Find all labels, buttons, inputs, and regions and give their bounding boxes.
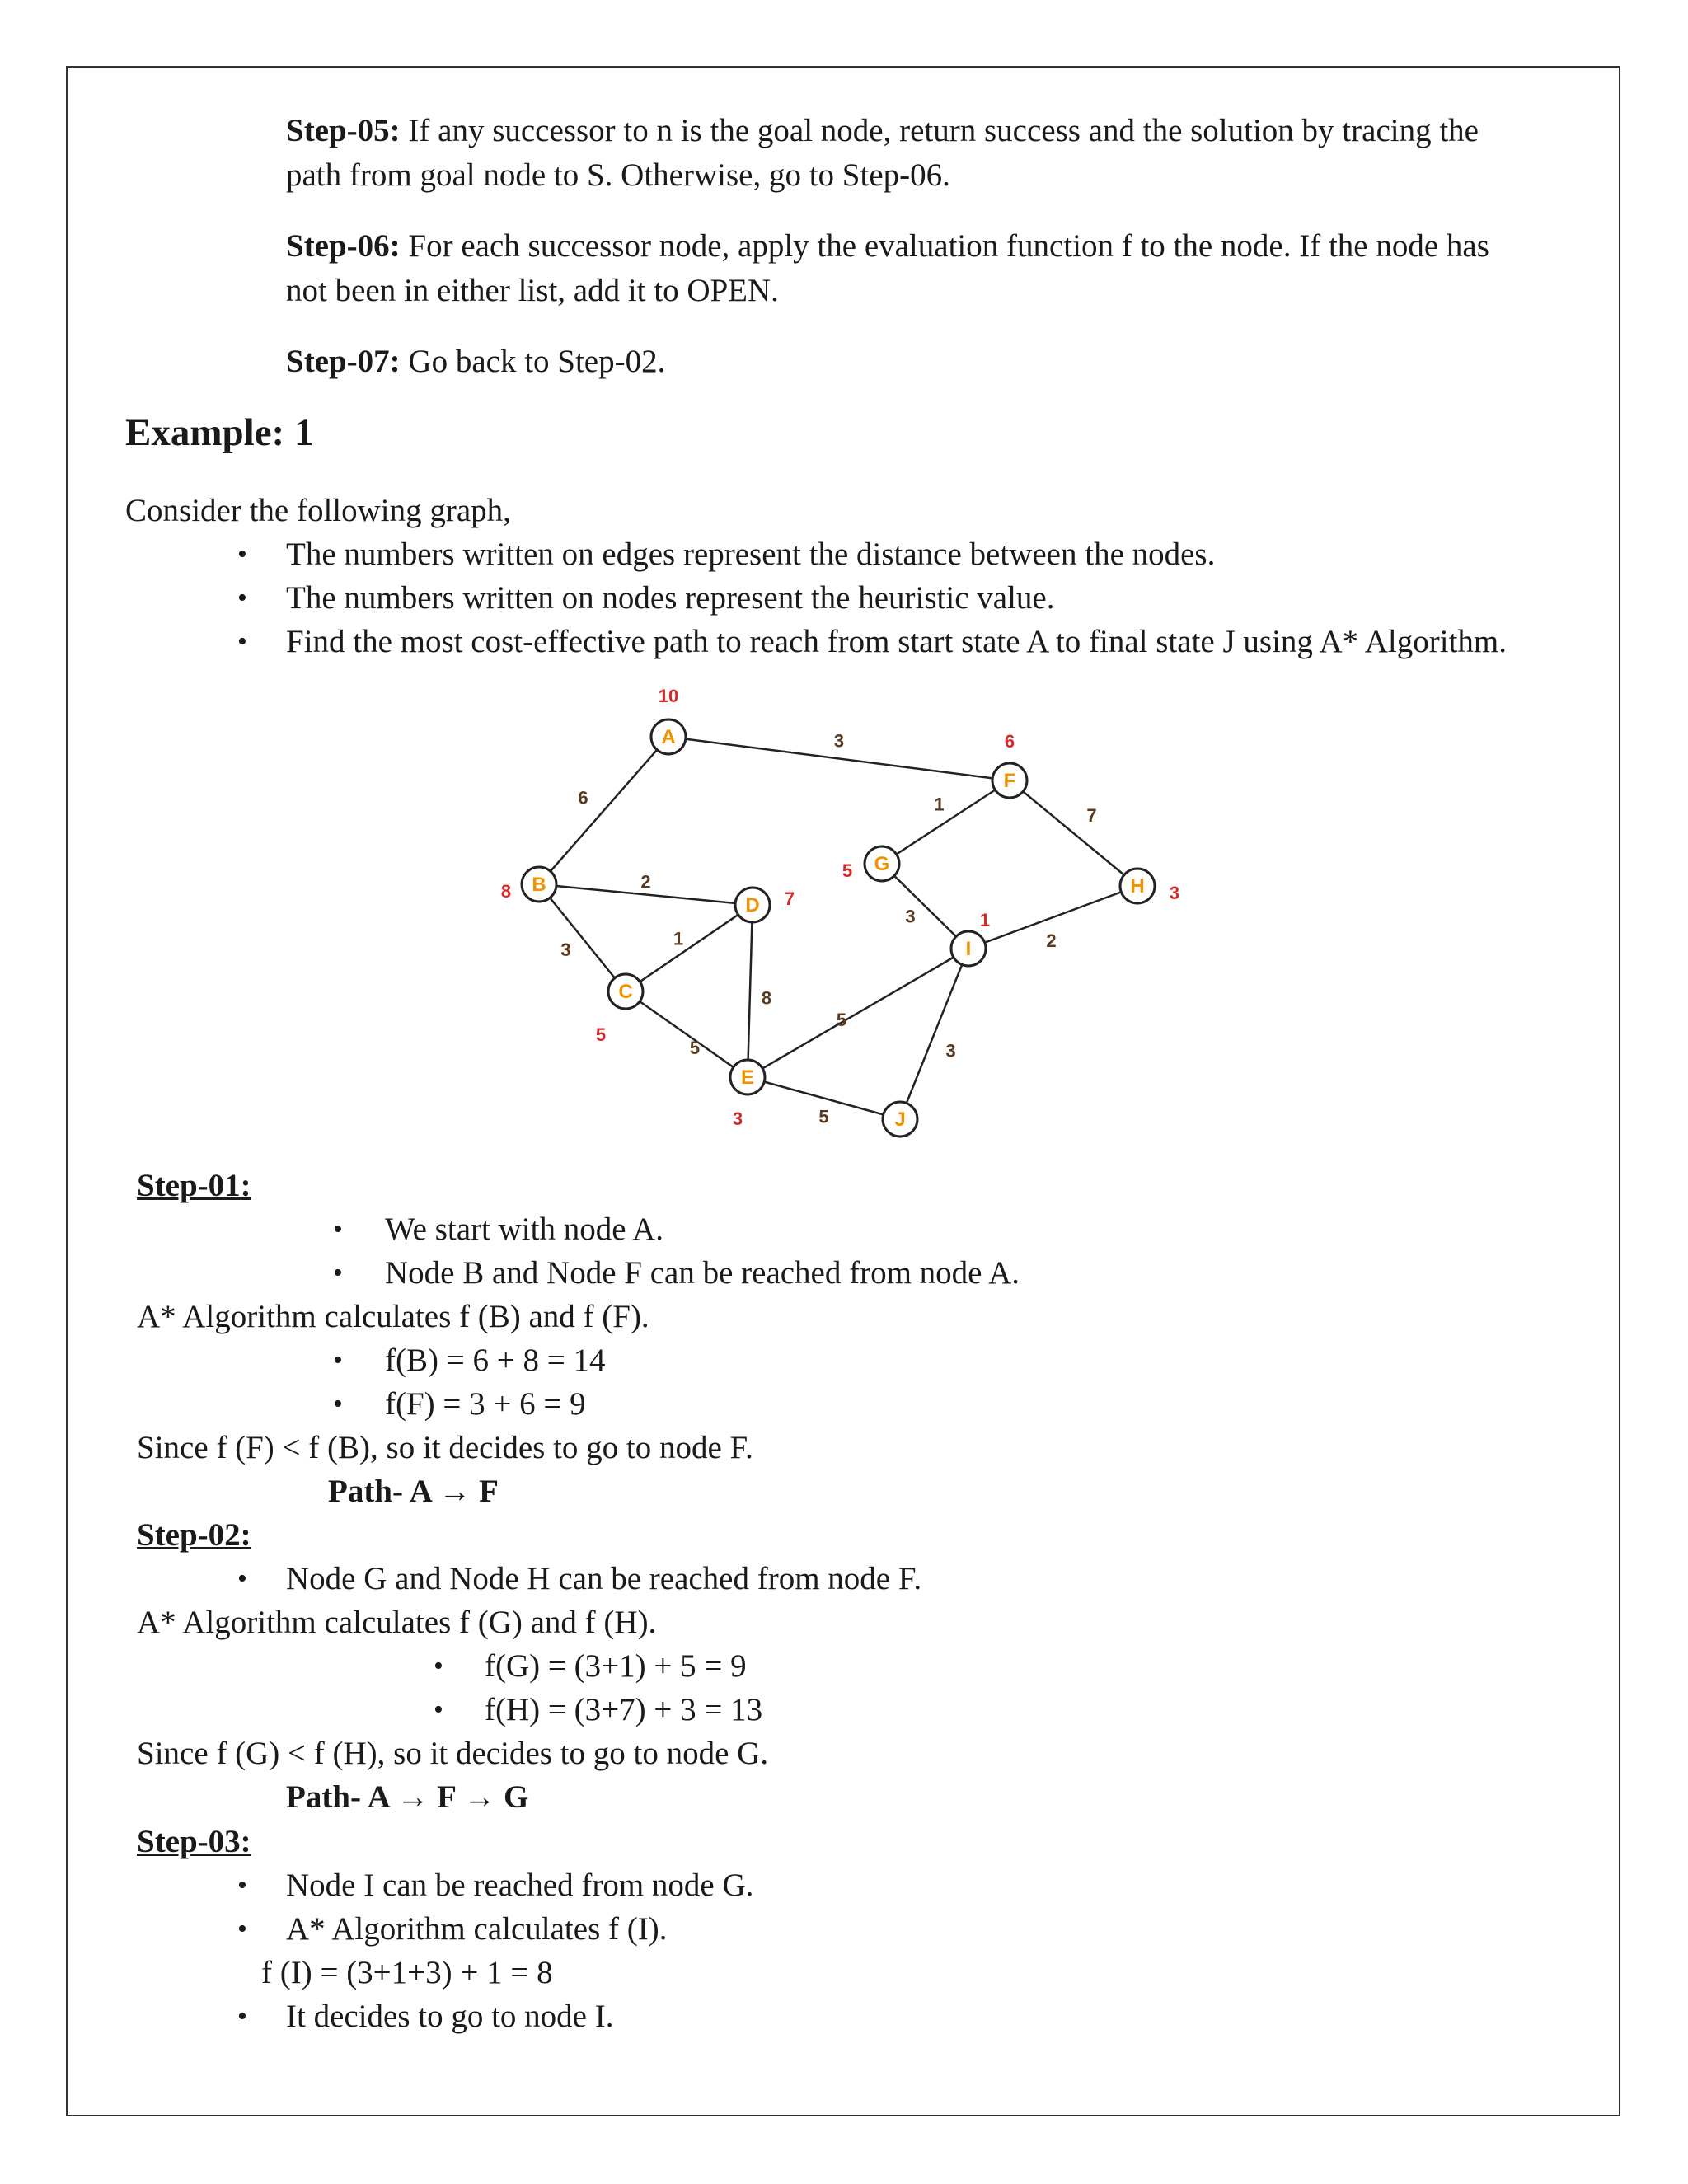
edge-weight-B-C: 3 xyxy=(560,940,571,960)
edge-D-E xyxy=(748,905,753,1077)
step03-bullet-2: A* Algorithm calculates f (I). xyxy=(286,1911,668,1947)
step03-heading: Step-03: xyxy=(137,1824,251,1859)
step01-path: Path- A → F xyxy=(328,1474,499,1509)
node-label-A: A xyxy=(661,726,676,748)
step02-bullet-1: Node G and Node H can be reached from node F. xyxy=(286,1561,922,1596)
graph-nodes xyxy=(522,719,1155,1137)
heuristic-G: 5 xyxy=(842,860,853,881)
edge-I-E xyxy=(748,949,968,1077)
step02-fg: f(G) = (3+1) + 5 = 9 xyxy=(485,1648,747,1684)
step02-heading: Step-02: xyxy=(137,1517,251,1553)
edge-weight-A-B: 6 xyxy=(578,787,588,808)
example-intro: Consider the following graph, xyxy=(125,493,511,528)
node-label-H: H xyxy=(1130,875,1145,898)
heuristic-B: 8 xyxy=(500,881,512,902)
edge-A-B xyxy=(539,737,668,884)
step02-calc: A* Algorithm calculates f (G) and f (H). xyxy=(137,1605,657,1640)
node-label-D: D xyxy=(745,894,760,916)
step01-ff: f(F) = 3 + 6 = 9 xyxy=(385,1386,586,1422)
step07-line: Step-07: Go back to Step-02. xyxy=(286,344,666,379)
example-bullet-2: The numbers written on nodes represent the heuristic value. xyxy=(286,580,1055,616)
step06-line1: Step-06: For each successor node, apply the evaluation function f to the node. If the node has xyxy=(286,228,1489,264)
example-title: Example: 1 xyxy=(125,411,314,454)
edge-weight-D-E: 8 xyxy=(761,987,772,1009)
bullet-icon: • xyxy=(333,1389,343,1419)
step01-bullet-1: We start with node A. xyxy=(385,1212,664,1247)
edge-B-C xyxy=(539,884,626,991)
bullet-icon: • xyxy=(237,583,247,613)
heuristic-I: 1 xyxy=(979,910,991,930)
step05-label: Step-05: xyxy=(286,113,401,148)
edge-weight-F-G: 1 xyxy=(934,794,945,815)
bullet-icon: • xyxy=(237,539,247,569)
step05-line1: Step-05: If any successor to n is the goal node, return success and the solution by tracing the xyxy=(286,113,1479,148)
heuristic-A: 10 xyxy=(658,686,679,706)
step07-label: Step-07: xyxy=(286,344,401,379)
step03-fi: f (I) = (3+1+3) + 1 = 8 xyxy=(261,1955,553,1990)
bullet-icon: • xyxy=(434,1694,443,1725)
bullet-icon: • xyxy=(237,1563,247,1594)
step01-bullet-2: Node B and Node F can be reached from node A. xyxy=(385,1255,1020,1291)
edge-I-J xyxy=(900,949,968,1119)
step01-fb: f(B) = 6 + 8 = 14 xyxy=(385,1343,606,1378)
step05-line2: path from goal node to S. Otherwise, go to Step-06. xyxy=(286,157,950,193)
step01-calc: A* Algorithm calculates f (B) and f (F). xyxy=(137,1299,649,1334)
edge-weight-I-E: 5 xyxy=(836,1010,847,1030)
edge-C-D xyxy=(626,905,753,991)
heuristic-H: 3 xyxy=(1169,883,1180,903)
step02-path: Path- A → F → G xyxy=(286,1779,529,1815)
graph-diagram xyxy=(462,668,1203,1154)
edge-C-E xyxy=(626,991,748,1077)
step03-bullet-1: Node I can be reached from node G. xyxy=(286,1868,754,1903)
example-bullet-3: Find the most cost-effective path to reach from start state A to final state J using A* Algorithm. xyxy=(286,624,1507,659)
edge-F-G xyxy=(882,780,1010,864)
node-label-I: I xyxy=(965,938,972,960)
edge-weight-A-F: 3 xyxy=(833,730,845,752)
example-bullet-1: The numbers written on edges represent the distance between the nodes. xyxy=(286,537,1216,572)
step06-line2: not been in either list, add it to OPEN. xyxy=(286,273,779,308)
bullet-icon: • xyxy=(333,1258,343,1288)
step01-heading: Step-01: xyxy=(137,1168,251,1203)
bullet-icon: • xyxy=(237,1914,247,1944)
node-label-B: B xyxy=(532,874,546,896)
bullet-icon: • xyxy=(434,1651,443,1681)
edge-weight-B-D: 2 xyxy=(640,871,651,893)
edge-weight-I-J: 3 xyxy=(945,1040,956,1062)
edge-weight-C-E: 5 xyxy=(689,1038,701,1058)
step06-label: Step-06: xyxy=(286,228,401,264)
graph-edges xyxy=(539,737,1137,1119)
heuristic-D: 7 xyxy=(784,888,795,909)
bullet-icon: • xyxy=(237,2001,247,2032)
node-label-G: G xyxy=(874,853,890,875)
step02-since: Since f (G) < f (H), so it decides to go to node G. xyxy=(137,1736,769,1771)
node-label-J: J xyxy=(894,1108,906,1131)
edge-weight-E-J: 5 xyxy=(818,1106,829,1127)
edge-weight-H-I: 2 xyxy=(1046,930,1057,951)
edge-weight-C-D: 1 xyxy=(673,928,684,949)
edge-weight-F-H: 7 xyxy=(1086,805,1097,826)
bullet-icon: • xyxy=(333,1214,343,1244)
heuristic-F: 6 xyxy=(1004,731,1015,752)
edge-weight-G-I: 3 xyxy=(905,906,916,927)
step01-since: Since f (F) < f (B), so it decides to go to node F. xyxy=(137,1430,753,1465)
bullet-icon: • xyxy=(237,1870,247,1900)
heuristic-E: 3 xyxy=(732,1108,743,1129)
node-label-F: F xyxy=(1003,770,1016,792)
node-label-E: E xyxy=(740,1066,755,1089)
edge-F-H xyxy=(1010,780,1137,886)
step03-bullet-3: It decides to go to node I. xyxy=(286,1999,614,2034)
node-label-C: C xyxy=(618,981,633,1003)
heuristic-C: 5 xyxy=(595,1024,607,1045)
bullet-icon: • xyxy=(237,626,247,657)
step02-fh: f(H) = (3+7) + 3 = 13 xyxy=(485,1692,763,1727)
bullet-icon: • xyxy=(333,1345,343,1376)
